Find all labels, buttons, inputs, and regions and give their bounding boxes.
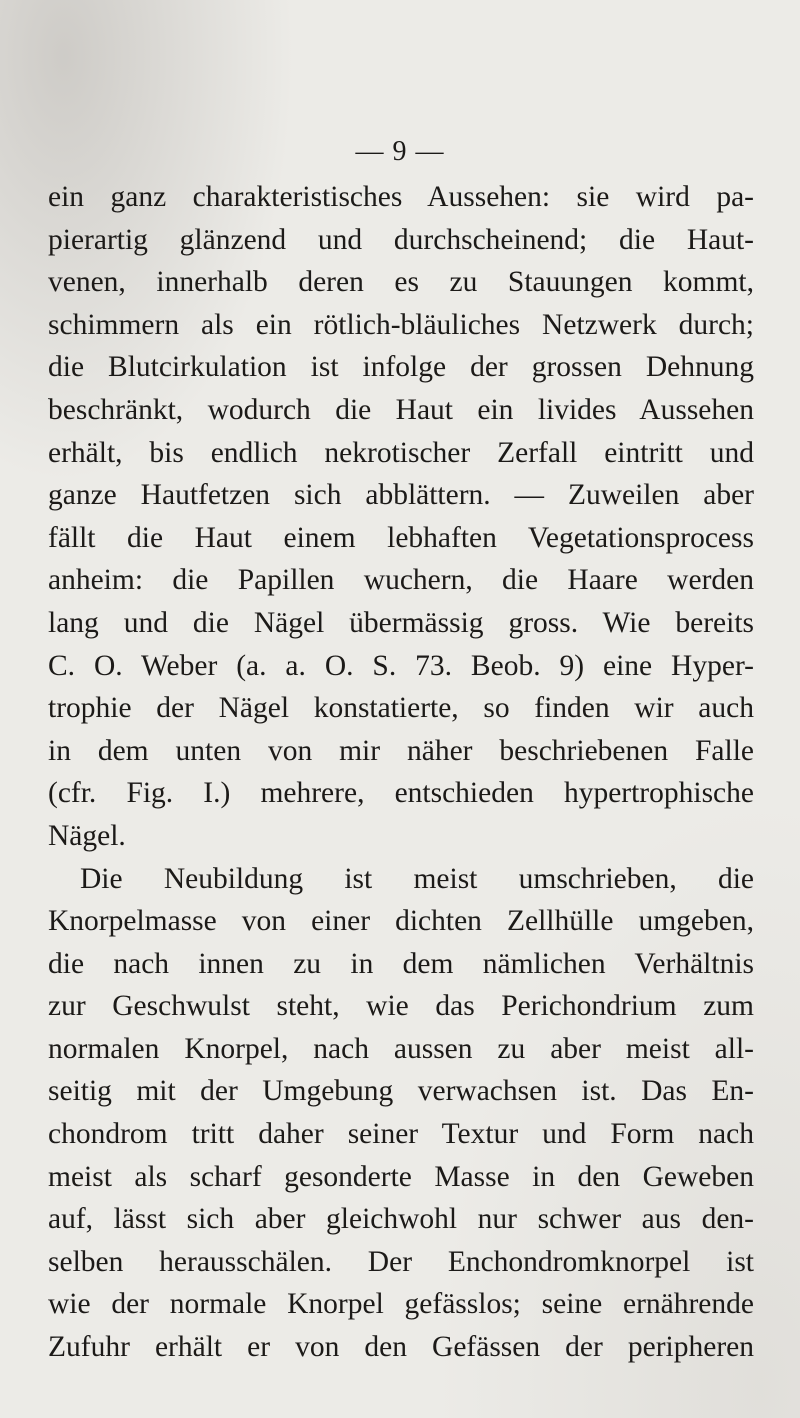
text-line: pierartig glänzend und durchscheinend; die Haut- [48,223,754,256]
paragraph-1 [48,176,754,858]
text-line: meist als scharf gesonderte Masse in den Geweben [48,1160,754,1193]
text-line: Die Neubildung ist meist umschrieben, die [80,862,754,895]
text-line: selben herausschälen. Der Enchondromknorpel ist [48,1245,754,1278]
text-line: seitig mit der Umgebung verwachsen ist. Das En- [48,1075,754,1108]
text-line: venen, innerhalb deren es zu Stauungen kommt, [48,266,754,299]
text-line: auf, lässt sich aber gleichwohl nur schwer aus den- [48,1203,754,1236]
text-line: ganze Hautfetzen sich abblättern. — Zuweilen aber [48,479,754,512]
text-line: in dem unten von mir näher beschriebenen Falle [48,734,754,767]
text-line: beschränkt, wodurch die Haut ein livides Aussehen [48,393,754,426]
text-line: (cfr. Fig. I.) mehrere, entschieden hypertrophische [48,777,754,810]
text-line: Knorpelmasse von einer dichten Zellhülle umgeben, [48,905,754,938]
text-line: C. O. Weber (a. a. O. S. 73. Beob. 9) eine Hyper- [48,649,754,682]
text-line: trophie der Nägel konstatierte, so finden wir auch [48,692,754,725]
body-text [48,176,754,1369]
paragraph-2 [48,858,754,1369]
text-line: anheim: die Papillen wuchern, die Haare werden [48,564,754,597]
text-line: zur Geschwulst steht, wie das Perichondrium zum [48,990,754,1023]
text-line: erhält, bis endlich nekrotischer Zerfall eintritt und [48,436,754,469]
text-line: Nägel. [48,819,126,852]
text-line: lang und die Nägel übermässig gross. Wie bereits [48,606,754,639]
page-number: — 9 — [355,136,445,167]
text-line: die nach innen zu in dem nämlichen Verhältnis [48,947,754,980]
text-line: wie der normale Knorpel gefässlos; seine ernährende [48,1288,754,1321]
text-line: Zufuhr erhält er von den Gefässen der peripheren [48,1331,754,1364]
text-line: normalen Knorpel, nach aussen zu aber meist all- [48,1032,754,1065]
text-line: schimmern als ein rötlich-bläuliches Netzwerk durch; [48,308,754,341]
text-line: chondrom tritt daher seiner Textur und Form nach [48,1118,754,1151]
text-line: die Blutcirkulation ist infolge der grossen Dehnung [48,351,754,384]
text-line: ein ganz charakteristisches Aussehen: sie wird pa- [48,181,754,213]
text-line: fällt die Haut einem lebhaften Vegetationsprocess [48,521,754,554]
